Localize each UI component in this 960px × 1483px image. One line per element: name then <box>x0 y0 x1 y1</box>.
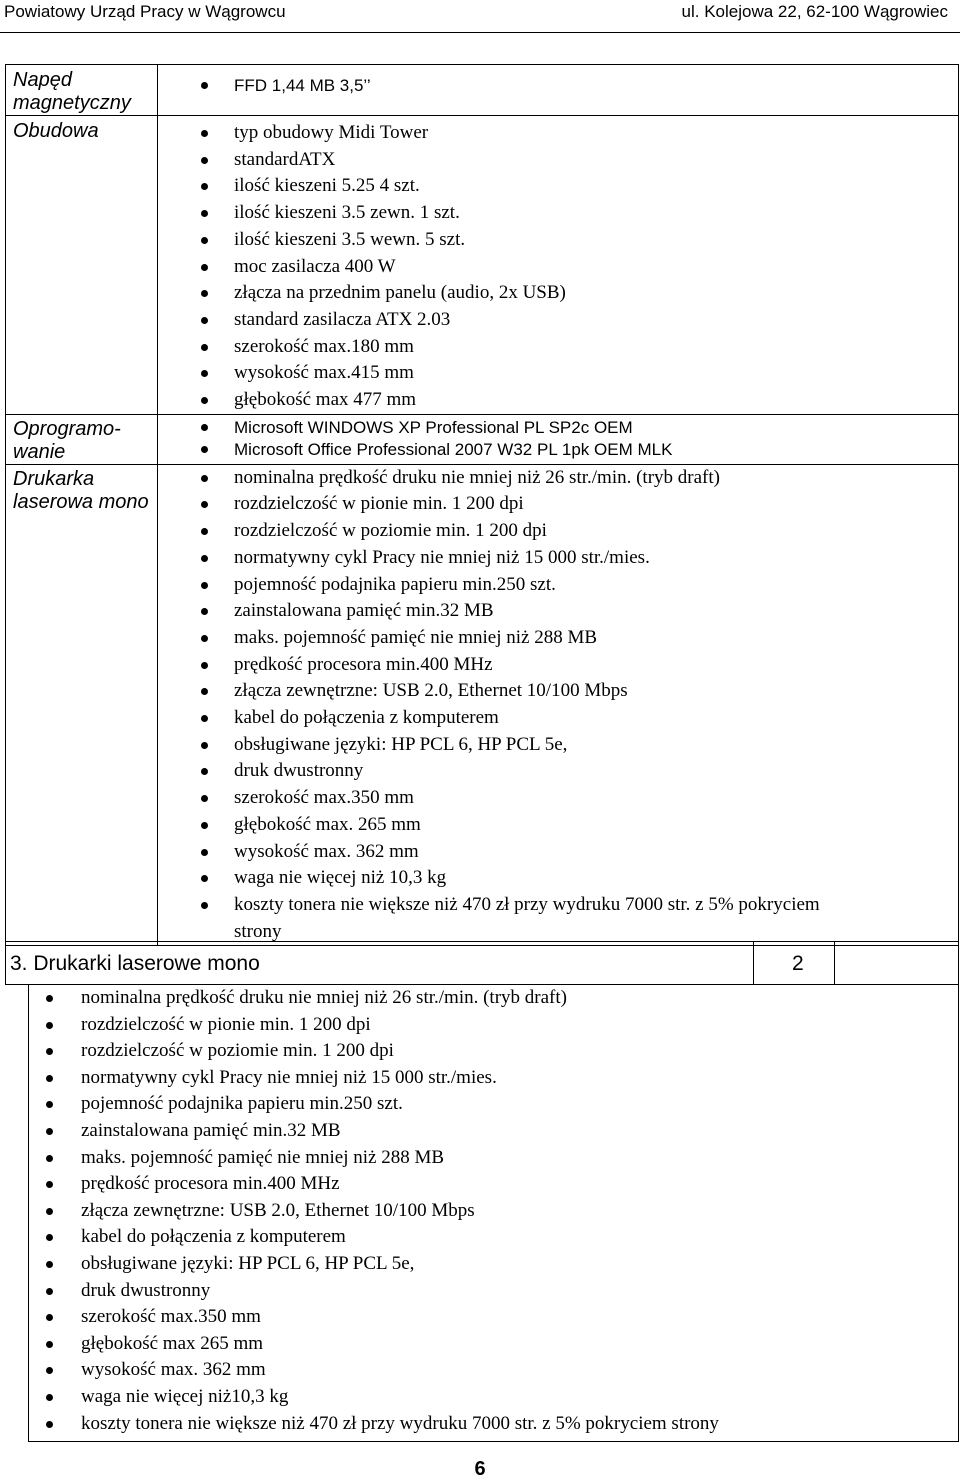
table-row <box>6 116 959 415</box>
list-item: normatywny cykl Pracy nie mniej niż 15 000 str./mies. <box>158 545 958 572</box>
list-item: wysokość max. 362 mm <box>158 839 958 866</box>
row-label: Napęd magnetyczny <box>6 65 158 116</box>
column-divider <box>834 942 835 984</box>
list-item: obsługiwane języki: HP PCL 6, HP PCL 5e, <box>158 732 958 759</box>
list-item: pojemność podajnika papieru min.250 szt. <box>158 572 958 599</box>
list-item: waga nie więcej niż 10,3 kg <box>158 865 958 892</box>
list-item: szerokość max.180 mm <box>158 334 958 361</box>
list-item: zainstalowana pamięć min.32 MB <box>29 1118 719 1145</box>
list-item: wysokość max. 362 mm <box>29 1357 719 1384</box>
page-header <box>0 0 960 33</box>
section-title: 3. Drukarki laserowe mono <box>10 952 260 975</box>
spec-table <box>5 64 959 946</box>
list-item: rozdzielczość w pionie min. 1 200 dpi <box>29 1012 719 1039</box>
list-item: głębokość max. 265 mm <box>158 812 958 839</box>
list-item: obsługiwane języki: HP PCL 6, HP PCL 5e, <box>29 1251 719 1278</box>
table-row <box>6 65 959 116</box>
list-item: druk dwustronny <box>158 758 958 785</box>
list-item: zainstalowana pamięć min.32 MB <box>158 598 958 625</box>
list-item: standard zasilacza ATX 2.03 <box>158 307 958 334</box>
list-item: maks. pojemność pamięć nie mniej niż 288 MB <box>29 1145 719 1172</box>
list-item: kabel do połączenia z komputerem <box>29 1224 719 1251</box>
table-row <box>6 414 959 464</box>
row-label: Oprogramo-wanie <box>6 414 158 464</box>
section-spec-box <box>28 985 959 1442</box>
list-item: głębokość max 265 mm <box>29 1331 719 1358</box>
list-item: złącza zewnętrzne: USB 2.0, Ethernet 10/100 Mbps <box>29 1198 719 1225</box>
list-item: typ obudowy Midi Tower <box>158 120 958 147</box>
list-item: złącza na przednim panelu (audio, 2x USB) <box>158 280 958 307</box>
list-item: waga nie więcej niż10,3 kg <box>29 1384 719 1411</box>
list-item: ilość kieszeni 3.5 zewn. 1 szt. <box>158 200 958 227</box>
header-left: Powiatowy Urząd Pracy w Wągrowcu <box>4 2 286 21</box>
list-item: szerokość max.350 mm <box>158 785 958 812</box>
list-item: maks. pojemność pamięć nie mniej niż 288 MB <box>158 625 958 652</box>
list-item: ilość kieszeni 5.25 4 szt. <box>158 173 958 200</box>
list-item: złącza zewnętrzne: USB 2.0, Ethernet 10/100 Mbps <box>158 678 958 705</box>
list-item: prędkość procesora min.400 MHz <box>29 1171 719 1198</box>
column-divider <box>753 942 754 984</box>
section-spec-list <box>29 985 719 1437</box>
list-item: kabel do połączenia z komputerem <box>158 705 958 732</box>
row-label: Drukarka laserowa mono <box>6 464 158 946</box>
list-item: głębokość max 477 mm <box>158 387 958 414</box>
list-item: moc zasilacza 400 W <box>158 254 958 281</box>
list-item: rozdzielczość w poziomie min. 1 200 dpi <box>29 1038 719 1065</box>
list-item: rozdzielczość w pionie min. 1 200 dpi <box>158 491 958 518</box>
list-item: nominalna prędkość druku nie mniej niż 26 str./min. (tryb draft) <box>158 465 958 492</box>
section-quantity: 2 <box>792 952 804 975</box>
list-item: Microsoft Office Professional 2007 W32 PL 1pk OEM MLK <box>158 439 958 461</box>
list-item: nominalna prędkość druku nie mniej niż 26 str./min. (tryb draft) <box>29 985 719 1012</box>
list-item: pojemność podajnika papieru min.250 szt. <box>29 1091 719 1118</box>
list-item: wysokość max.415 mm <box>158 360 958 387</box>
list-item: prędkość procesora min.400 MHz <box>158 652 958 679</box>
page-number: 6 <box>474 1458 486 1480</box>
list-item: druk dwustronny <box>29 1278 719 1305</box>
list-item: rozdzielczość w poziomie min. 1 200 dpi <box>158 518 958 545</box>
list-item: standardATX <box>158 147 958 174</box>
row-label: Obudowa <box>6 116 158 415</box>
list-item: szerokość max.350 mm <box>29 1304 719 1331</box>
list-item: FFD 1,44 MB 3,5’’ <box>158 75 958 97</box>
list-item: normatywny cykl Pracy nie mniej niż 15 000 str./mies. <box>29 1065 719 1092</box>
list-item: koszty tonera nie większe niż 470 zł przy wydruku 7000 str. z 5% pokryciem strony <box>158 892 958 945</box>
list-item: koszty tonera nie większe niż 470 zł przy wydruku 7000 str. z 5% pokryciem strony <box>29 1411 719 1438</box>
table-row <box>6 464 959 946</box>
header-right: ul. Kolejowa 22, 62-100 Wągrowiec <box>681 2 948 21</box>
section-header-row <box>5 941 959 985</box>
list-item: ilość kieszeni 3.5 wewn. 5 szt. <box>158 227 958 254</box>
list-item: Microsoft WINDOWS XP Professional PL SP2c OEM <box>158 417 958 439</box>
